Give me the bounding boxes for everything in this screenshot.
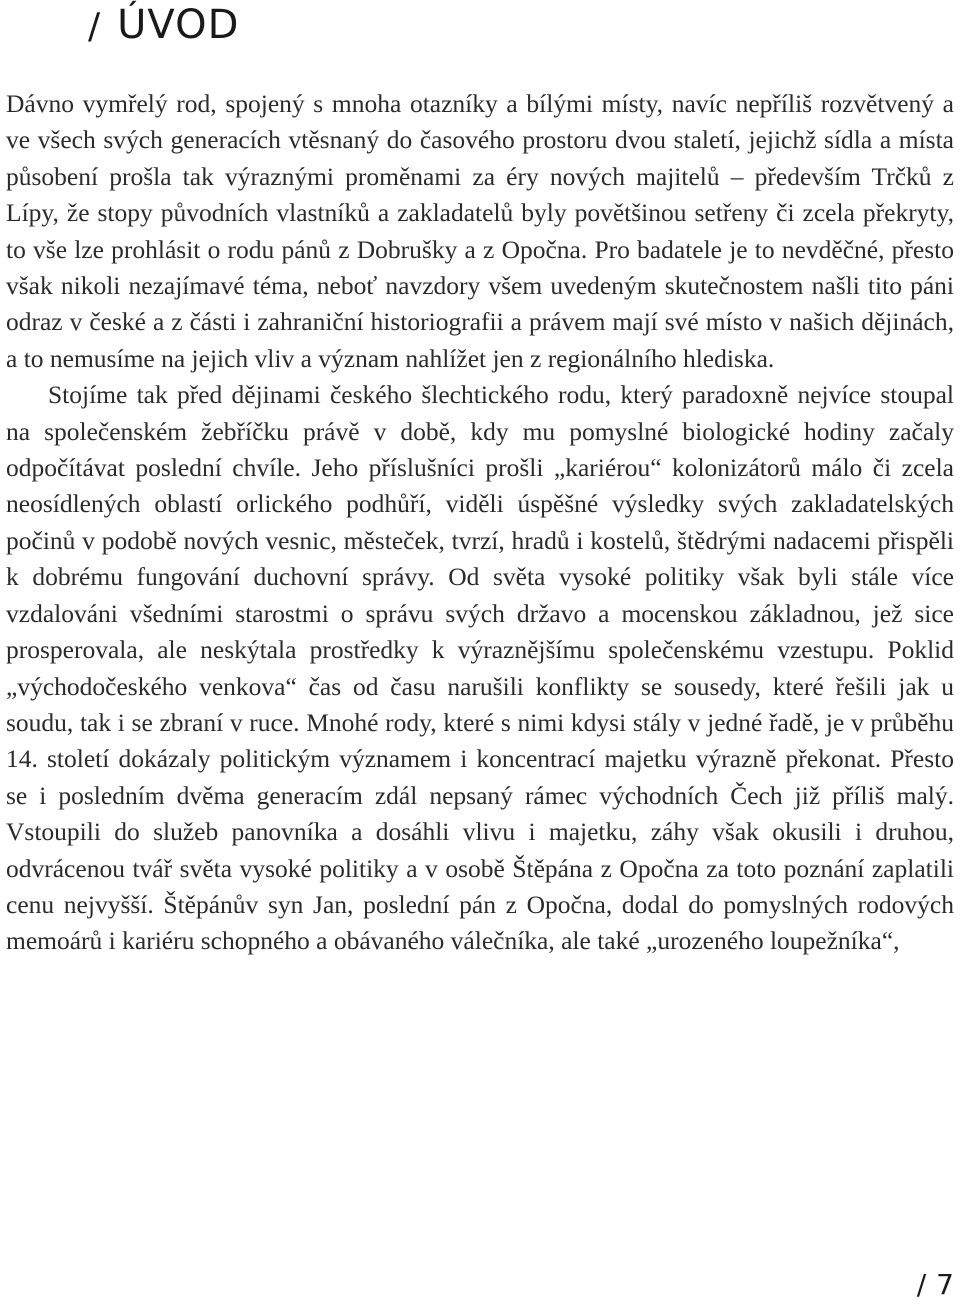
page-footer — [917, 1268, 954, 1301]
heading-slash-marker: / — [88, 6, 102, 47]
paragraph-2: Stojíme tak před dějinami českého šlechtického rodu, který paradoxně nejvíce stoupal na společenském žebříčku právě v době, kdy mu pomyslné biologické hodiny začaly odpočítávat poslední chvíle. Jeho příslušníci prošli „kariérou“ kolonizátorů málo či zcela neosídlených oblastí orlického podhůří, viděli úspěšné výsledky svých zakladatelských počinů v podobě nových vesnic, městeček, tvrzí, hradů i kostelů, štědrými nadacemi přispěli k dobrému fungování duchovní správy. Od světa vysoké politiky však byli stále více vzdalováni všedními starostmi o správu svých državo a mocenskou základnou, jež sice prosperovala, ale neskýtala prostředky k výraznějšímu společenskému vzestupu. Poklid „východočeského venkova“ čas od času narušili konflikty se sousedy, které řešili jak u soudu, tak i se zbraní v ruce. Mnohé rody, které s nimi kdysi stály v jedné řadě, je v průběhu 14. století dokázaly politickým významem i koncentrací majetku výrazně překonat. Přesto se i posledním dvěma generacím zdál nepsaný rámec východních Čech již příliš malý. Vstoupili do služeb panovníka a dosáhli vlivu i majetku, záhy však okusili i druhou, odvrácenou tvář světa vysoké politiky a v osobě Štěpána z Opočna za toto poznání zaplatili cenu nejvyšší. Štěpánův syn Jan, poslední pán z Opočna, dodal do pomyslných rodových memoárů i kariéru schopného a obávaného válečníka, ale také „urozeného loupežníka“, — [6, 380, 954, 956]
paragraph-1: Dávno vymřelý rod, spojený s mnoha otazníky a bílými místy, navíc nepříliš rozvětvený a ve všech svých generacích vtěsnaný do časového prostoru dvou staletí, jejichž sídla a místa působení prošla tak výraznými proměnami za éry nových majitelů – především Trčků z Lípy, že stopy původních vlastníků a zakladatelů byly povětšinou setřeny či zcela překryty, to vše lze prohlásit o rodu pánů z Dobrušky a z Opočna. Pro badatele je to nevděčné, přesto však nikoli nezajímavé téma, neboť navzdory všem uvedeným skutečnostem našli tito páni odraz v české a z části i zahraniční historiografii a právem mají své místo v našich dějinách, a to nemusíme na jejich vliv a význam nahlížet jen z regionálního hlediska. — [6, 89, 954, 373]
page-number: 7 — [936, 1268, 954, 1301]
chapter-heading — [88, 2, 239, 48]
footer-slash-marker: / — [916, 1268, 927, 1301]
chapter-title: ÚVOD — [117, 2, 240, 48]
body-text — [6, 86, 954, 960]
